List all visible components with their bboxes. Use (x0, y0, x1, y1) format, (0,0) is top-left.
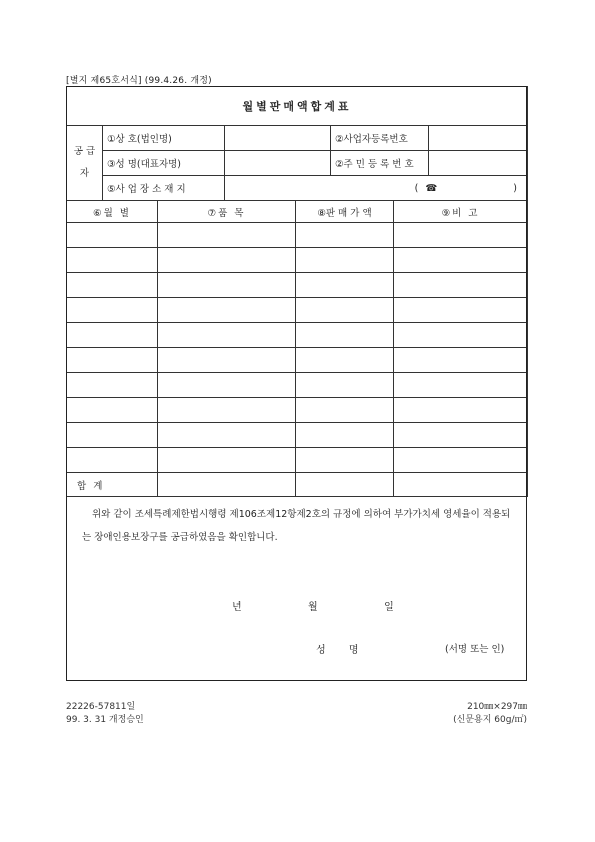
total-label: 합 계 (67, 473, 158, 497)
col-head-remarks: ⑨비 고 (394, 201, 528, 223)
footer-code: 22226-57811일 (66, 702, 136, 712)
date-year: 년 (232, 602, 242, 613)
phone-close: ) (513, 182, 518, 194)
footer-paper: (신문용지 60g/㎡) (453, 715, 527, 725)
date-line (232, 598, 394, 613)
supplier-label: 공 급 자 (67, 126, 103, 201)
phone-open: ( (414, 182, 419, 194)
date-month: 월 (308, 602, 318, 613)
statement-text: 위와 같이 조세특례제한법시행령 제106조제12항제2호의 규정에 의하여 부가가치세 영세율이 적용되는 장애인용보장구를 공급하였음을 확인합니다. (82, 509, 511, 543)
field-label-reg-no: ②사업자등록번호 (331, 126, 429, 151)
signature-note: (서명 또는 인) (445, 644, 505, 655)
col-head-month: ⑥월 별 (67, 201, 158, 223)
col-head-amount: ⑧판 매 가 액 (296, 201, 394, 223)
date-day: 일 (384, 602, 394, 613)
field-label-address: ⑤사 업 장 소 재 지 (103, 176, 225, 201)
form-title: 월별판매액합계표 (67, 87, 528, 126)
signature-label: 성 명 (316, 645, 369, 656)
footer-size: 210㎜×297㎜ (467, 702, 527, 712)
field-label-rep: ③성 명(대표자명) (103, 151, 225, 176)
form-reference: [별지 제65호서식] (99.4.26. 개정) (66, 76, 212, 86)
footer-approval: 99. 3. 31 개정승인 (66, 715, 144, 725)
col-head-item: ⑦품 목 (158, 201, 296, 223)
field-label-res-no: ②주 민 등 록 번 호 (331, 151, 429, 176)
telephone-icon: ☎ (425, 182, 438, 194)
form-border (66, 86, 527, 681)
field-label-name: ①상 호(법인명) (103, 126, 225, 151)
